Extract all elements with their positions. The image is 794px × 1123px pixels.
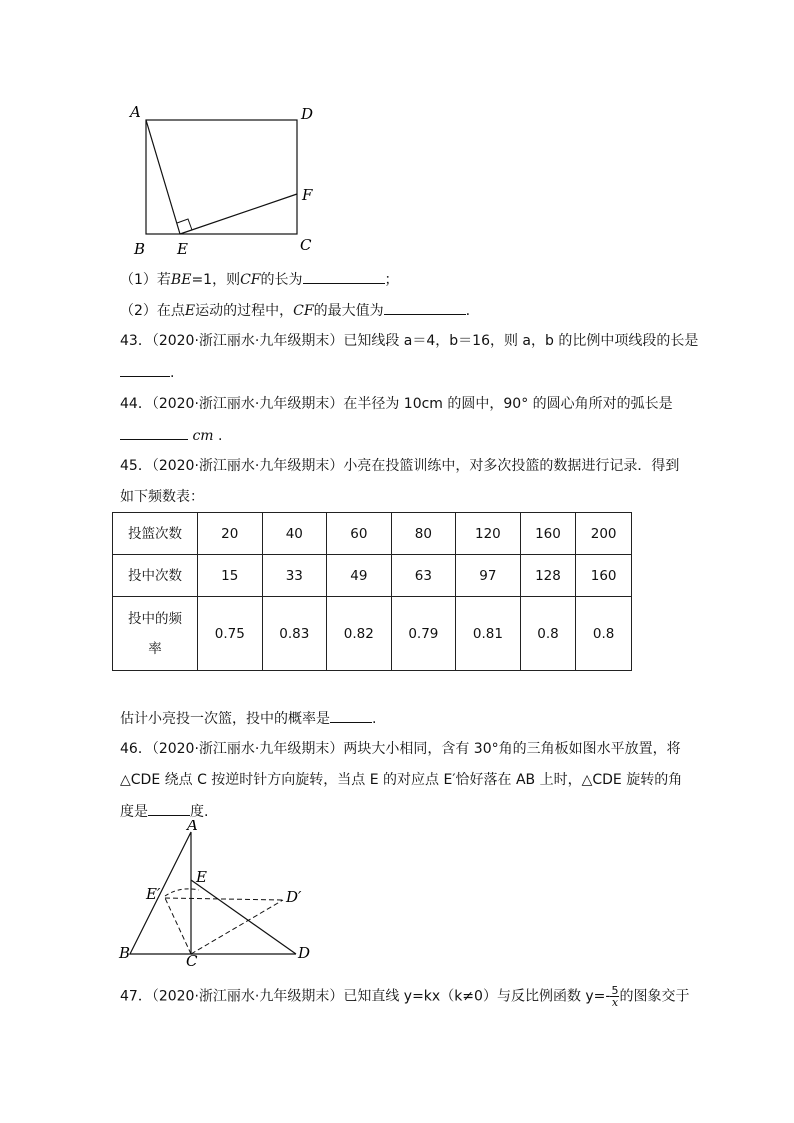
answer-blank[interactable] <box>148 801 190 816</box>
table-cell: 160 <box>576 555 632 597</box>
table-cell: 0.82 <box>327 597 392 671</box>
q45-text-1: 45．（2020·浙江丽水·九年级期末）小亮在投篮训练中，对多次投篮的数据进行记录．得到 <box>120 458 680 474</box>
table-cell: 160 <box>520 513 576 555</box>
segment-ef <box>180 194 297 234</box>
q46-text-2: △CDE 绕点 C 按逆时针方向旋转，当点 E 的对应点 E′恰好落在 AB 上时，△CDE 旋转的角 <box>120 772 683 788</box>
label-e: E <box>196 868 207 886</box>
q42-part2: （2）在点E运动的过程中，CF的最大值为 . <box>120 300 470 321</box>
table-cell: 0.79 <box>391 597 456 671</box>
table-cell: 15 <box>198 555 263 597</box>
answer-blank[interactable] <box>303 269 385 284</box>
row-header: 投中次数 <box>113 555 198 597</box>
q47-text: 47．（2020·浙江丽水·九年级期末）已知直线 y=kx（k≠0）与反比例函数 y=- $\frac{5}{x}$ 的图象交于 <box>120 984 690 1009</box>
table-cell: 200 <box>576 513 632 555</box>
label-c: C <box>300 236 312 254</box>
q43-answer: . <box>120 362 174 383</box>
label-f: F <box>302 186 313 204</box>
answer-blank[interactable] <box>330 708 372 723</box>
table-cell: 49 <box>327 555 392 597</box>
segment-ed <box>191 880 296 954</box>
table-cell: 0.83 <box>262 597 327 671</box>
table-cell: 60 <box>327 513 392 555</box>
row-header <box>113 597 198 671</box>
segment-c-d-prime <box>191 900 283 954</box>
q43-text: 43．（2020·浙江丽水·九年级期末）已知线段 a＝4，b＝16，则 a，b 的比例中项线段的长是 <box>120 333 699 349</box>
frequency-table <box>112 512 632 671</box>
table-cell: 0.8 <box>576 597 632 671</box>
q44-answer: cm . <box>120 425 222 446</box>
table-cell: 33 <box>262 555 327 597</box>
table-row <box>113 555 632 597</box>
figure-rectangle-abcd <box>0 0 794 270</box>
row-header-line1: 投中的频 <box>128 610 182 627</box>
row-header-line2: 率 <box>148 640 162 657</box>
segment-e-prime-d-prime <box>165 898 283 900</box>
q42-part1: （1）若BE=1，则CF的长为 ； <box>120 269 399 290</box>
table-cell: 120 <box>456 513 521 555</box>
label-b: B <box>134 240 146 258</box>
segment-ae <box>146 120 180 234</box>
q44-text: 44．（2020·浙江丽水·九年级期末）在半径为 10cm 的圆中，90° 的圆心角所对的弧长是 <box>120 396 673 412</box>
answer-blank[interactable] <box>384 300 466 315</box>
q45-text-2: 如下频数表： <box>120 489 204 505</box>
rectangle-abcd <box>146 120 297 234</box>
q46-text-3: 度是 度. <box>120 801 208 822</box>
label-b: B <box>119 944 131 962</box>
table-cell: 80 <box>391 513 456 555</box>
label-c: C <box>186 952 198 970</box>
table-cell: 40 <box>262 513 327 555</box>
label-a: A <box>130 103 141 121</box>
table-cell: 0.81 <box>456 597 521 671</box>
label-e: E <box>177 240 188 258</box>
table-cell: 97 <box>456 555 521 597</box>
q45-question: 估计小亮投一次篮，投中的概率是 . <box>120 708 376 729</box>
q46-text-1: 46．（2020·浙江丽水·九年级期末）两块大小相同，含有 30°角的三角板如图水平放置，将 <box>120 741 681 757</box>
label-e-prime: E′ <box>146 885 161 903</box>
table-cell: 0.8 <box>520 597 576 671</box>
table-row <box>113 597 632 671</box>
table-cell: 0.75 <box>198 597 263 671</box>
rotation-arc <box>165 889 199 896</box>
table-cell: 128 <box>520 555 576 597</box>
table-cell: 63 <box>391 555 456 597</box>
figure-rotation-triangles <box>0 820 794 970</box>
table-cell: 20 <box>198 513 263 555</box>
answer-blank[interactable] <box>120 425 188 440</box>
label-d: D <box>301 105 314 123</box>
label-d-prime: D′ <box>286 888 302 906</box>
table-row <box>113 513 632 555</box>
segment-ce-prime <box>165 898 191 954</box>
answer-blank[interactable] <box>120 362 170 377</box>
triangle-abc <box>130 832 191 954</box>
row-header: 投篮次数 <box>113 513 198 555</box>
right-angle-mark <box>177 219 192 230</box>
fraction-5-over-x: $\frac{5}{x}$ <box>611 984 619 1009</box>
label-a: A <box>187 820 198 834</box>
label-d: D <box>298 944 311 962</box>
